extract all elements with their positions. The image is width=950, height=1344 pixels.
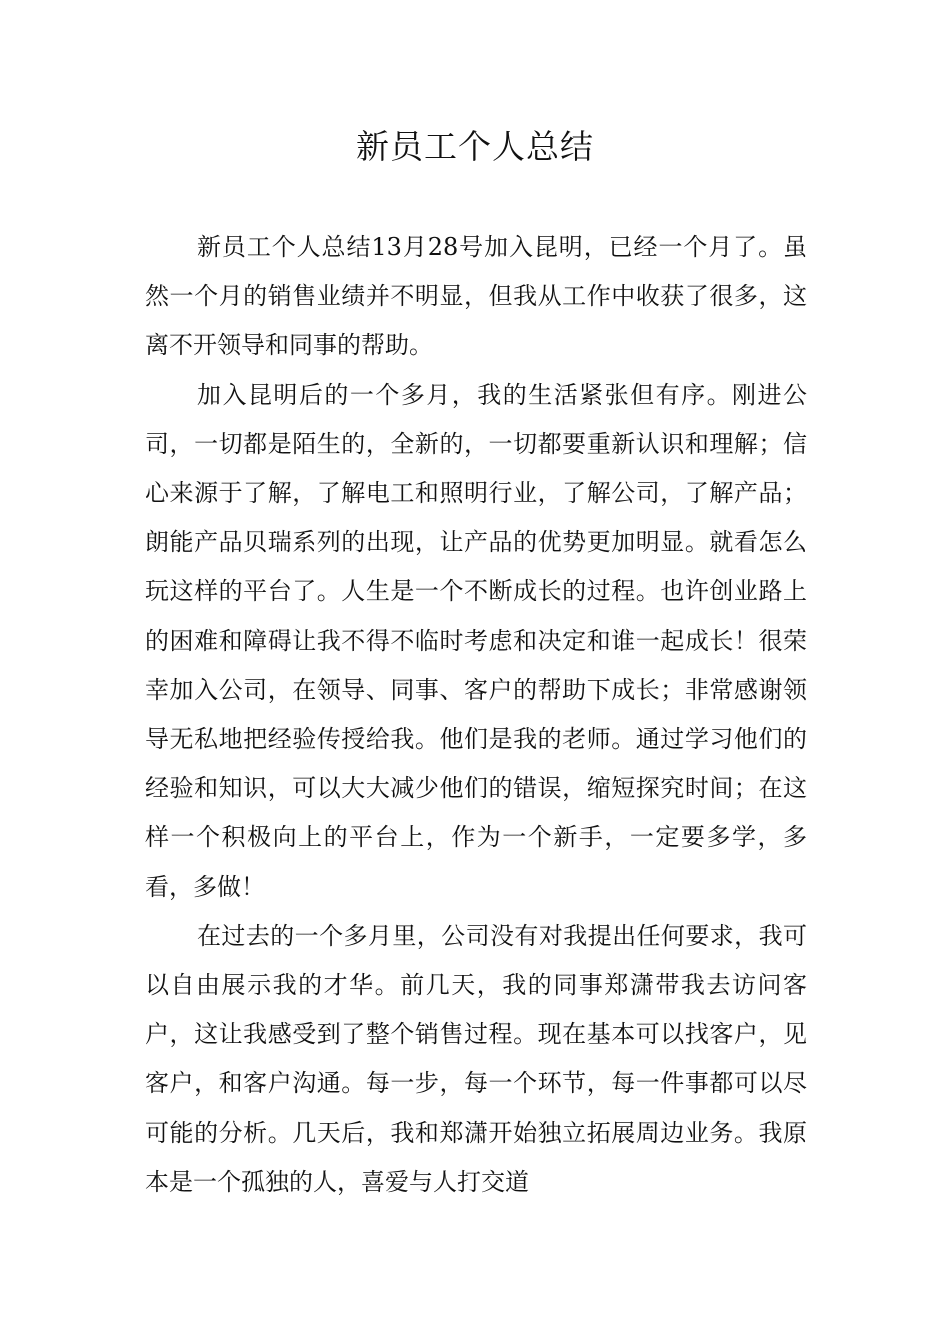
paragraph-3: 在过去的一个多月里，公司没有对我提出任何要求，我可以自由展示我的才华。前几天，我的同事郑潇带我去访问客户，这让我感受到了整个销售过程。现在基本可以找客户，见客户，和客户沟通。每一步，每一个环节，每一件事都可以尽可能的分析。几天后，我和郑潇开始独立拓展周边业务。我原本是一个孤独的人，喜爱与人打交道 [145, 921, 807, 1196]
document-body [145, 223, 807, 1207]
document-title: 新员工个人总结 [356, 127, 594, 166]
paragraph-2: 加入昆明后的一个多月，我的生活紧张但有序。刚进公司，一切都是陌生的，全新的，一切都要重新认识和理解；信心来源于了解，了解电工和照明行业，了解公司，了解产品；朗能产品贝瑞系列的出现，让产品的优势更加明显。就看怎么玩这样的平台了。人生是一个不断成长的过程。也许创业路上的困难和障碍让我不得不临时考虑和决定和谁一起成长！很荣幸加入公司，在领导、同事、客户的帮助下成长；非常感谢领导无私地把经验传授给我。他们是我的老师。通过学习他们的经验和知识，可以大大减少他们的错误，缩短探究时间；在这样一个积极向上的平台上，作为一个新手，一定要多学，多看，多做！ [145, 380, 807, 901]
paragraph-1: 新员工个人总结13月28号加入昆明，已经一个月了。虽然一个月的销售业绩并不明显，但我从工作中收获了很多，这离不开领导和同事的帮助。 [145, 233, 807, 360]
